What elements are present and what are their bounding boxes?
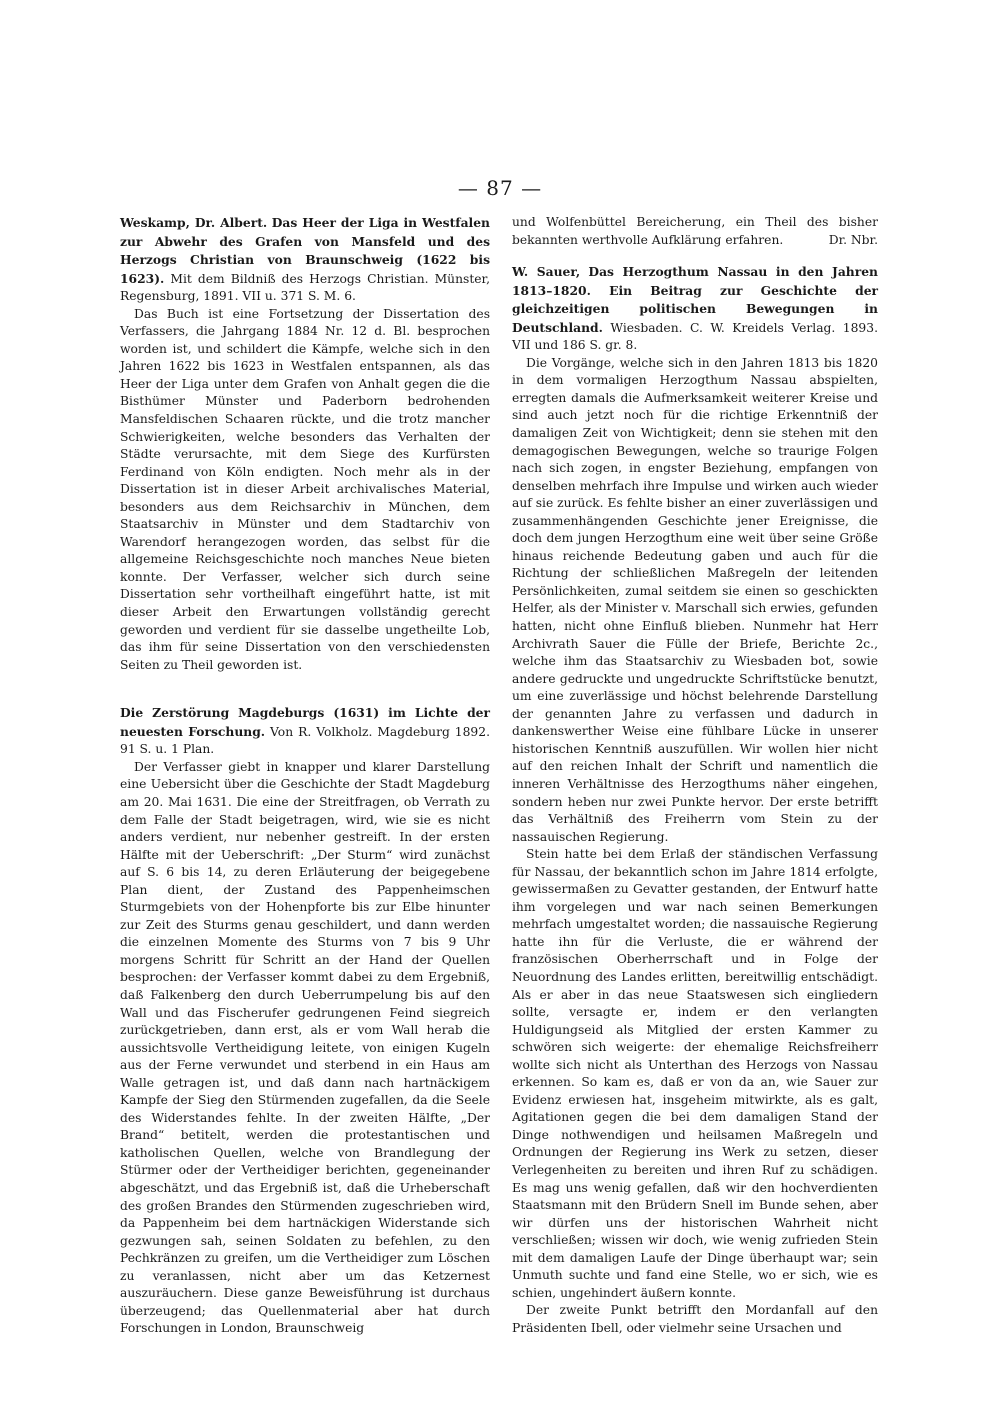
section-spacer bbox=[120, 674, 490, 704]
review-author: W. Sauer, bbox=[512, 264, 581, 280]
review-heading-sauer bbox=[512, 263, 878, 355]
section-spacer bbox=[512, 249, 878, 263]
continuation-text: und Wolfenbüttel Bereicherung, ein Theil des bisher bekannten werthvolle Aufklärung erfahren. bbox=[512, 215, 878, 247]
review-text-continuation bbox=[512, 214, 878, 249]
review-publication: Mit dem Bildniß des Herzogs Christian. Münster, Regensburg, 1891. VII u. 371 S. M. 6. bbox=[120, 271, 490, 304]
review-title: Das Heer der Liga in Westfalen zur Abwehr des Grafen von Mansfeld und des Herzogs Christian von Braunschweig (1622 bis 1623). bbox=[120, 215, 490, 286]
review-title: Die Zerstörung Magdeburgs (1631) im Lichte der neuesten Forschung. bbox=[120, 705, 490, 739]
right-column bbox=[512, 214, 878, 1337]
review-title: Das Herzogthum Nassau in den Jahren 1813–1820. Ein Beitrag zur Geschichte der gleichzeitigen politischen Bewegungen in Deutschland. bbox=[512, 264, 878, 335]
review-author: Weskamp, Dr. Albert. bbox=[120, 215, 268, 230]
review-paragraph-1: Die Vorgänge, welche sich in den Jahren 1813 bis 1820 in dem vormaligen Herzogthum Nassau abspielten, erregten damals die Aufmerksamkeit weiterer Kreise und sind auch jetzt noch für die richtige Erkenntniß der damaligen Zeit von Wichtigkeit; denn sie stehen mit den demagogischen Bewegungen, welche so traurige Folgen nach sich zogen, in engster Beziehung, empfangen von denselben mehrfach ihre Impulse und wirken auch wieder auf sie zurück. Es fehlte bisher an einer zuverlässigen und zusammenhängenden Geschichte jener Ereignisse, die doch dem jungen Herzogthum eine weit über seine Größe hinaus reichende Bedeutung gaben und auch für die Richtung der schließlichen Maßregeln der leitenden Persönlichkeiten, zumal seitdem sie einen so geschickten Helfer, als der Minister v. Marschall sich erwies, gefunden hatten, nicht ohne Einfluß blieben. Nunmehr hat Herr Archivrath Sauer die Fülle der Briefe, Berichte 2c., welche ihm das Staatsarchiv zu Wiesbaden bot, sowie andere gedruckte und ungedruckte Schriftstücke benutzt, um eine zuverlässige und höchst belehrende Darstellung der genannten Jahre zu verfassen und dadurch in dankenswerther Weise eine fühlbare Lücke in unserer historischen Kenntniß auszufüllen. Wir wollen hier nicht auf den reichen Inhalt der Schrift und namentlich die inneren Verhältnisse des Herzogthums näher eingehen, sondern heben nur zwei Punkte hervor. Der erste betrifft das Verhältniß des Freiherrn vom Stein zu der nassauischen Regierung. bbox=[512, 355, 878, 844]
review-paragraph-3: Der zweite Punkt betrifft den Mordanfall auf den Präsidenten Ibell, oder vielmehr seine Ursachen und bbox=[512, 1303, 878, 1335]
review-text-weskamp: Das Buch ist eine Fortsetzung der Dissertation des Verfassers, die Jahrgang 1884 Nr. 12 d. Bl. besprochen worden ist, und schildert die Kämpfe, welche sich in den Jahren 1622 bis 1623 in Westfalen entspannen, als das Heer der Liga unter dem Grafen von Anhalt gegen die die Bisthümer Münster und Paderborn bedrohenden Mansfeldischen Schaaren rückte, und die trotz mancher Schwierigkeiten, welche besonders das Verhalten der Städte verursachte, mit dem Siege des Kurfürsten Ferdinand von Köln endigten. Noch mehr als in der Dissertation ist in dieser Arbeit archivalisches Material, besonders aus dem Reichsarchiv in München, dem Staatsarchiv in Münster und dem Stadtarchiv von Warendorf herangezogen worden, das selbst für die allgemeine Reichsgeschichte noch manches Neue bieten konnte. Der Verfasser, welcher sich durch seine Dissertation sehr vortheilhaft eingeführt hatte, ist mit dieser Arbeit den Erwartungen vollständig gerecht geworden und verdient für sie dasselbe ungetheilte Lob, das ihm für seine Dissertation von den verschiedensten Seiten zu Theil geworden ist. bbox=[120, 306, 490, 672]
review-publication: Wiesbaden. C. W. Kreidels Verlag. 1893. VII und 186 S. gr. 8. bbox=[512, 320, 878, 353]
review-signature: Dr. Nbr. bbox=[828, 232, 878, 247]
review-text-magdeburg: Der Verfasser giebt in knapper und klarer Darstellung eine Uebersicht über die Geschichte der Stadt Magdeburg am 20. Mai 1631. Die eine der Streitfragen, ob Verrath zu dem Falle der Stadt beigetragen, wird, wie sie es nicht anders verdient, nur nebenher gestreift. In der ersten Hälfte mit der Ueberschrift: „Der Sturm“ wird zunächst auf S. 6 bis 14, zu deren Erläuterung der beigegebene Plan dient, der Zustand des Pappenheimschen Sturmgebiets von der Hohenpforte bis zur Elbe hinunter zur Zeit des Sturms genau geschildert, und dann werden die einzelnen Momente des Sturms von 7 bis 9 Uhr morgens Schritt für Schritt an der Hand der Quellen besprochen: der Verfasser kommt dabei zu dem Ergebniß, daß Falkenberg den durch Ueberrumpelung bis auf den Wall und das Fischerufer gedrungenen Feind siegreich zurückgetrieben, dann erst, als er vom Wall herab die aussichtsvolle Vertheidigung leitete, von einigen Kugeln aus der Ferne verwundet und sterbend in ein Haus am Walle getragen ist, und daß dann nach hartnäckigem Kampfe der Sieg den Stürmenden zugefallen, da die Seele des Widerstandes fehlte. In der zweiten Hälfte, „Der Brand“ betitelt, werden die protestantischen und katholischen Quellen, welche von Brandlegung der Stürmer oder der Vertheidiger berichten, gegeneinander abgeschätzt, und das Ergebniß ist, daß die Urheberschaft des großen Brandes den Stürmenden zugeschrieben wird, da Pappenheim bei dem hartnäckigen Widerstande sich gezwungen sah, seinen Soldaten zu befehlen, zu den Pechkränzen zu greifen, um die Vertheidiger zum Löschen zu veranlassen, nicht aber um das Ketzernest auszuräuchern. Diese ganze Beweisführung ist durchaus überzeugend; das Quellenmaterial aber hat durch Forschungen in London, Braunschweig bbox=[120, 759, 490, 1336]
review-heading-magdeburg bbox=[120, 704, 490, 759]
review-publication: Von R. Volkholz. Magdeburg 1892. 91 S. u. 1 Plan. bbox=[120, 724, 490, 757]
review-paragraph-2: Stein hatte bei dem Erlaß der ständischen Verfassung für Nassau, der bekanntlich schon im Jahre 1814 erfolgte, gewissermaßen zu Gevatter gestanden, der Entwurf hatte ihm vorgelegen und war nach seinen Bemerkungen mehrfach umgestaltet worden; die nassauische Regierung hatte ihn für die Verluste, die er während der französischen Oberherrschaft und in Folge der Neuordnung des Landes erlitten, bereitwillig entschädigt. Als er aber in das neue Staatswesen sich eingliedern sollte, versagte er, indem er den verlangten Huldigungseid als Mitglied der ersten Kammer zu schwören sich weigerte: der ehemalige Reichsfreiherr wollte sich nicht als Unterthan des Herzogs von Nassau erkennen. So kam es, daß er von da an, wie Sauer zur Evidenz erwiesen hat, insgeheim mitwirkte, als es galt, Agitationen gegen die bei dem damaligen Stand der Dinge nothwendigen und heilsamen Maßregeln und Ordnungen der Regierung ins Werk zu setzen, dieser Verlegenheiten zu bereiten und ihren Ruf zu schädigen. Es mag uns wenig gefallen, daß wir den hochverdienten Staatsmann mit den Brüdern Snell im Bunde sehen, aber wir dürfen uns der historischen Wahrheit nicht verschließen; wissen wir doch, wie wenig zufrieden Stein mit dem damaligen Laufe der Dinge überhaupt war; sein Unmuth suchte und fand eine Stelle, wo er sich, wie es schien, ungehindert äußern konnte. bbox=[512, 847, 878, 1300]
review-heading-weskamp bbox=[120, 214, 490, 306]
column-divider bbox=[500, 214, 501, 1214]
left-column bbox=[120, 214, 490, 1338]
page-number: — 87 — bbox=[457, 176, 543, 200]
